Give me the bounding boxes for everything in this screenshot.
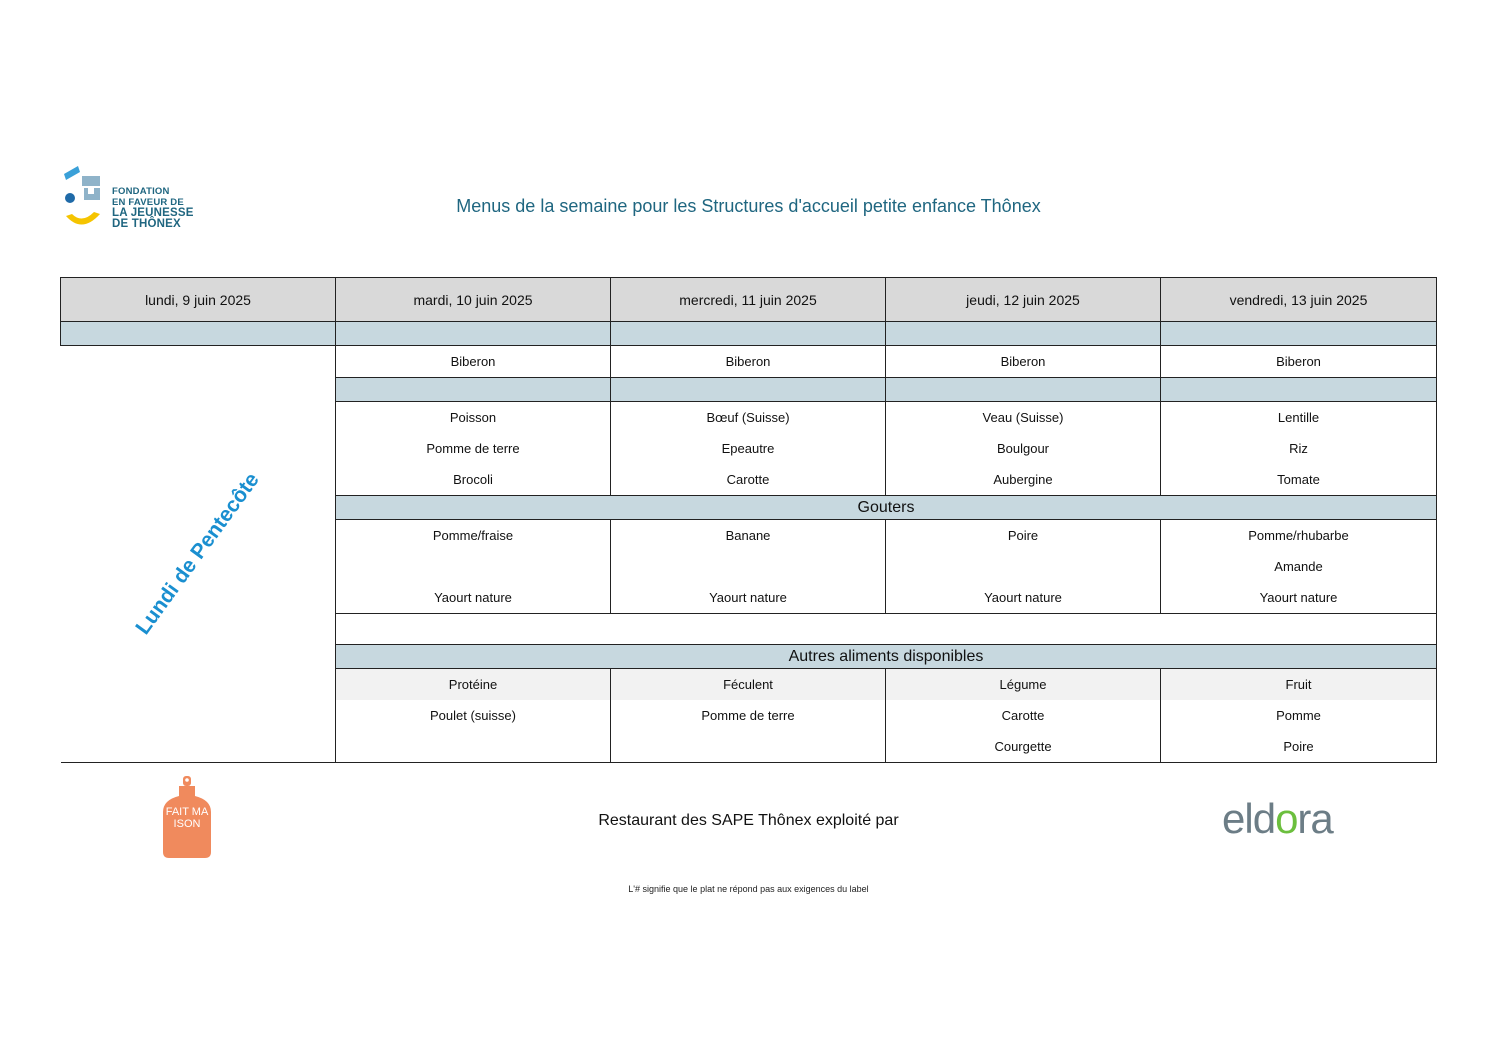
- biberon-cell: Biberon: [611, 346, 886, 378]
- biberon-cell: Biberon: [336, 346, 611, 378]
- autres-category: Légume: [886, 669, 1161, 701]
- band-row: [61, 322, 1437, 346]
- day-header: mercredi, 11 juin 2025: [611, 278, 886, 322]
- band-cell: [336, 322, 611, 346]
- meal-cell: Brocoli: [336, 464, 611, 496]
- autres-cell: [336, 731, 611, 763]
- day-header: vendredi, 13 juin 2025: [1161, 278, 1437, 322]
- gouter-cell: [336, 551, 611, 582]
- autres-cell: Carotte: [886, 700, 1161, 731]
- gouter-cell: Pomme/fraise: [336, 520, 611, 552]
- autres-heading: Autres aliments disponibles: [336, 645, 1437, 669]
- logo-line4: DE THÔNEX: [112, 218, 181, 230]
- autres-cell: Courgette: [886, 731, 1161, 763]
- band-cell: [1161, 322, 1437, 346]
- autres-cell: Poire: [1161, 731, 1437, 763]
- biberon-cell: Biberon: [1161, 346, 1437, 378]
- day-header: jeudi, 12 juin 2025: [886, 278, 1161, 322]
- monday-holiday-label: Lundi de Pentecôte: [131, 468, 264, 639]
- eldora-brand: eldora: [1222, 795, 1333, 842]
- logo-line3: LA JEUNESSE: [112, 207, 194, 219]
- biberon-row: [61, 346, 1437, 378]
- gouter-cell: Amande: [1161, 551, 1437, 582]
- gouter-cell: Yaourt nature: [611, 582, 886, 614]
- band-cell: [61, 322, 336, 346]
- spacer-cell: [336, 614, 1437, 645]
- eldora-logo: [1222, 795, 1333, 843]
- meal-cell: Boulgour: [886, 433, 1161, 464]
- meal-cell: Riz: [1161, 433, 1437, 464]
- autres-cell: [611, 731, 886, 763]
- autres-category: Protéine: [336, 669, 611, 701]
- day-header: lundi, 9 juin 2025: [61, 278, 336, 322]
- gouter-cell: [886, 551, 1161, 582]
- biberon-cell: Biberon: [886, 346, 1161, 378]
- menu-table: [60, 277, 1437, 763]
- meal-cell: Lentille: [1161, 402, 1437, 434]
- day-header: mardi, 10 juin 2025: [336, 278, 611, 322]
- gouter-cell: Poire: [886, 520, 1161, 552]
- band-cell: [1161, 378, 1437, 402]
- gouter-cell: Pomme/rhubarbe: [1161, 520, 1437, 552]
- meal-cell: Epeautre: [611, 433, 886, 464]
- logo-line2: EN FAVEUR DE: [112, 197, 184, 208]
- band-cell: [886, 322, 1161, 346]
- footer-text: Restaurant des SAPE Thônex exploité par: [598, 812, 899, 829]
- gouter-cell: Yaourt nature: [1161, 582, 1437, 614]
- band-cell: [611, 378, 886, 402]
- band-cell: [611, 322, 886, 346]
- gouter-cell: [611, 551, 886, 582]
- band-cell: [886, 378, 1161, 402]
- day-header-row: [61, 278, 1437, 322]
- autres-cell: Poulet (suisse): [336, 700, 611, 731]
- meal-cell: Carotte: [611, 464, 886, 496]
- meal-cell: Tomate: [1161, 464, 1437, 496]
- gouter-cell: Yaourt nature: [886, 582, 1161, 614]
- gouter-cell: Yaourt nature: [336, 582, 611, 614]
- band-cell: [336, 378, 611, 402]
- gouters-heading: Gouters: [336, 496, 1437, 520]
- meal-cell: Pomme de terre: [336, 433, 611, 464]
- autres-category: Fruit: [1161, 669, 1437, 701]
- meal-cell: Veau (Suisse): [886, 402, 1161, 434]
- monday-column: [61, 346, 336, 763]
- meal-cell: Aubergine: [886, 464, 1161, 496]
- autres-cell: Pomme de terre: [611, 700, 886, 731]
- gouter-cell: Banane: [611, 520, 886, 552]
- eldora-o-mark: o: [1275, 795, 1298, 842]
- page-title: Menus de la semaine pour les Structures d'accueil petite enfance Thônex: [456, 196, 1041, 216]
- label-note: L'# signifie que le plat ne répond pas aux exigences du label: [628, 884, 869, 894]
- logo-line1: FONDATION: [112, 186, 170, 197]
- fait-maison-text: FAIT MAISON: [165, 806, 209, 830]
- autres-category: Féculent: [611, 669, 886, 701]
- meal-cell: Bœuf (Suisse): [611, 402, 886, 434]
- autres-cell: Pomme: [1161, 700, 1437, 731]
- meal-cell: Poisson: [336, 402, 611, 434]
